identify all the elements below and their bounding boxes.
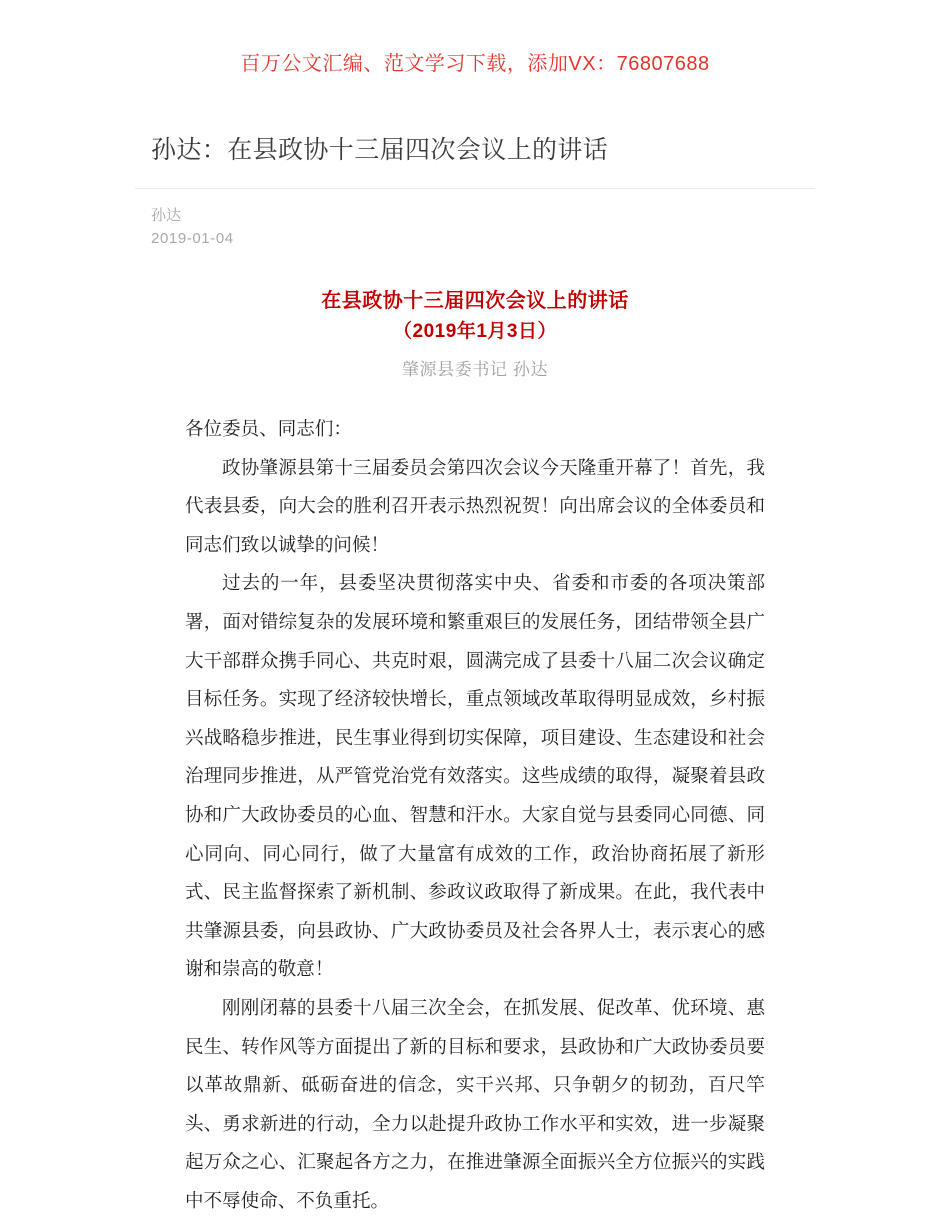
title-divider bbox=[135, 188, 815, 189]
document-byline: 肇源县委书记 孙达 bbox=[401, 360, 549, 379]
article-meta bbox=[151, 204, 234, 250]
document-body bbox=[185, 286, 765, 1220]
page-title: 孙达：在县政协十三届四次会议上的讲话 bbox=[151, 136, 609, 164]
document-heading: 在县政协十三届四次会议上的讲话 bbox=[321, 290, 629, 312]
article-date: 2019-01-04 bbox=[151, 230, 234, 247]
article-author: 孙达 bbox=[151, 207, 182, 224]
paragraph: 过去的一年，县委坚决贯彻落实中央、省委和市委的各项决策部署，面对错综复杂的发展环境和繁重艰巨的发展任务，团结带领全县广大干部群众携手同心、共克时艰，圆满完成了县委十八届二次会议确定目标任务。实现了经济较快增长，重点领域改革取得明显成效，乡村振兴战略稳步推进，民生事业得到切实保障，项目建设、生态建设和社会治理同步推进，从严管党治党有效落实。这些成绩的取得，凝聚着县政协和广大政协委员的心血、智慧和汗水。大家自觉与县委同心同德、同心同向、同心同行，做了大量富有成效的工作，政治协商拓展了新形式、民主监督探索了新机制、参政议政取得了新成果。在此，我代表中共肇源县委，向县政协、广大政协委员及社会各界人士，表示衷心的感谢和崇高的敬意！ bbox=[185, 572, 765, 980]
promo-banner: 百万公文汇编、范文学习下载，添加VX：76807688 bbox=[240, 53, 710, 75]
paragraph: 刚刚闭幕的县委十八届三次全会，在抓发展、促改革、优环境、惠民生、转作风等方面提出了新的目标和要求，县政协和广大政协委员要以革故鼎新、砥砺奋进的信念，实干兴邦、只争朝夕的韧劲，百尺竿头、勇求新进的行动，全力以赴提升政协工作水平和实效，进一步凝聚起万众之心、汇聚起各方之力，在推进肇源全面振兴全方位振兴的实践中不辱使命、不负重托。 bbox=[185, 996, 765, 1211]
paragraph-salutation: 各位委员、同志们： bbox=[185, 418, 352, 439]
document-date-line: （2019年1月3日） bbox=[393, 321, 557, 342]
article-header bbox=[135, 131, 815, 189]
document-paragraphs bbox=[185, 410, 765, 1220]
paragraph: 政协肇源县第十三届委员会第四次会议今天隆重开幕了！首先，我代表县委，向大会的胜利召开表示热烈祝贺！向出席会议的全体委员和同志们致以诚挚的问候！ bbox=[185, 456, 765, 555]
